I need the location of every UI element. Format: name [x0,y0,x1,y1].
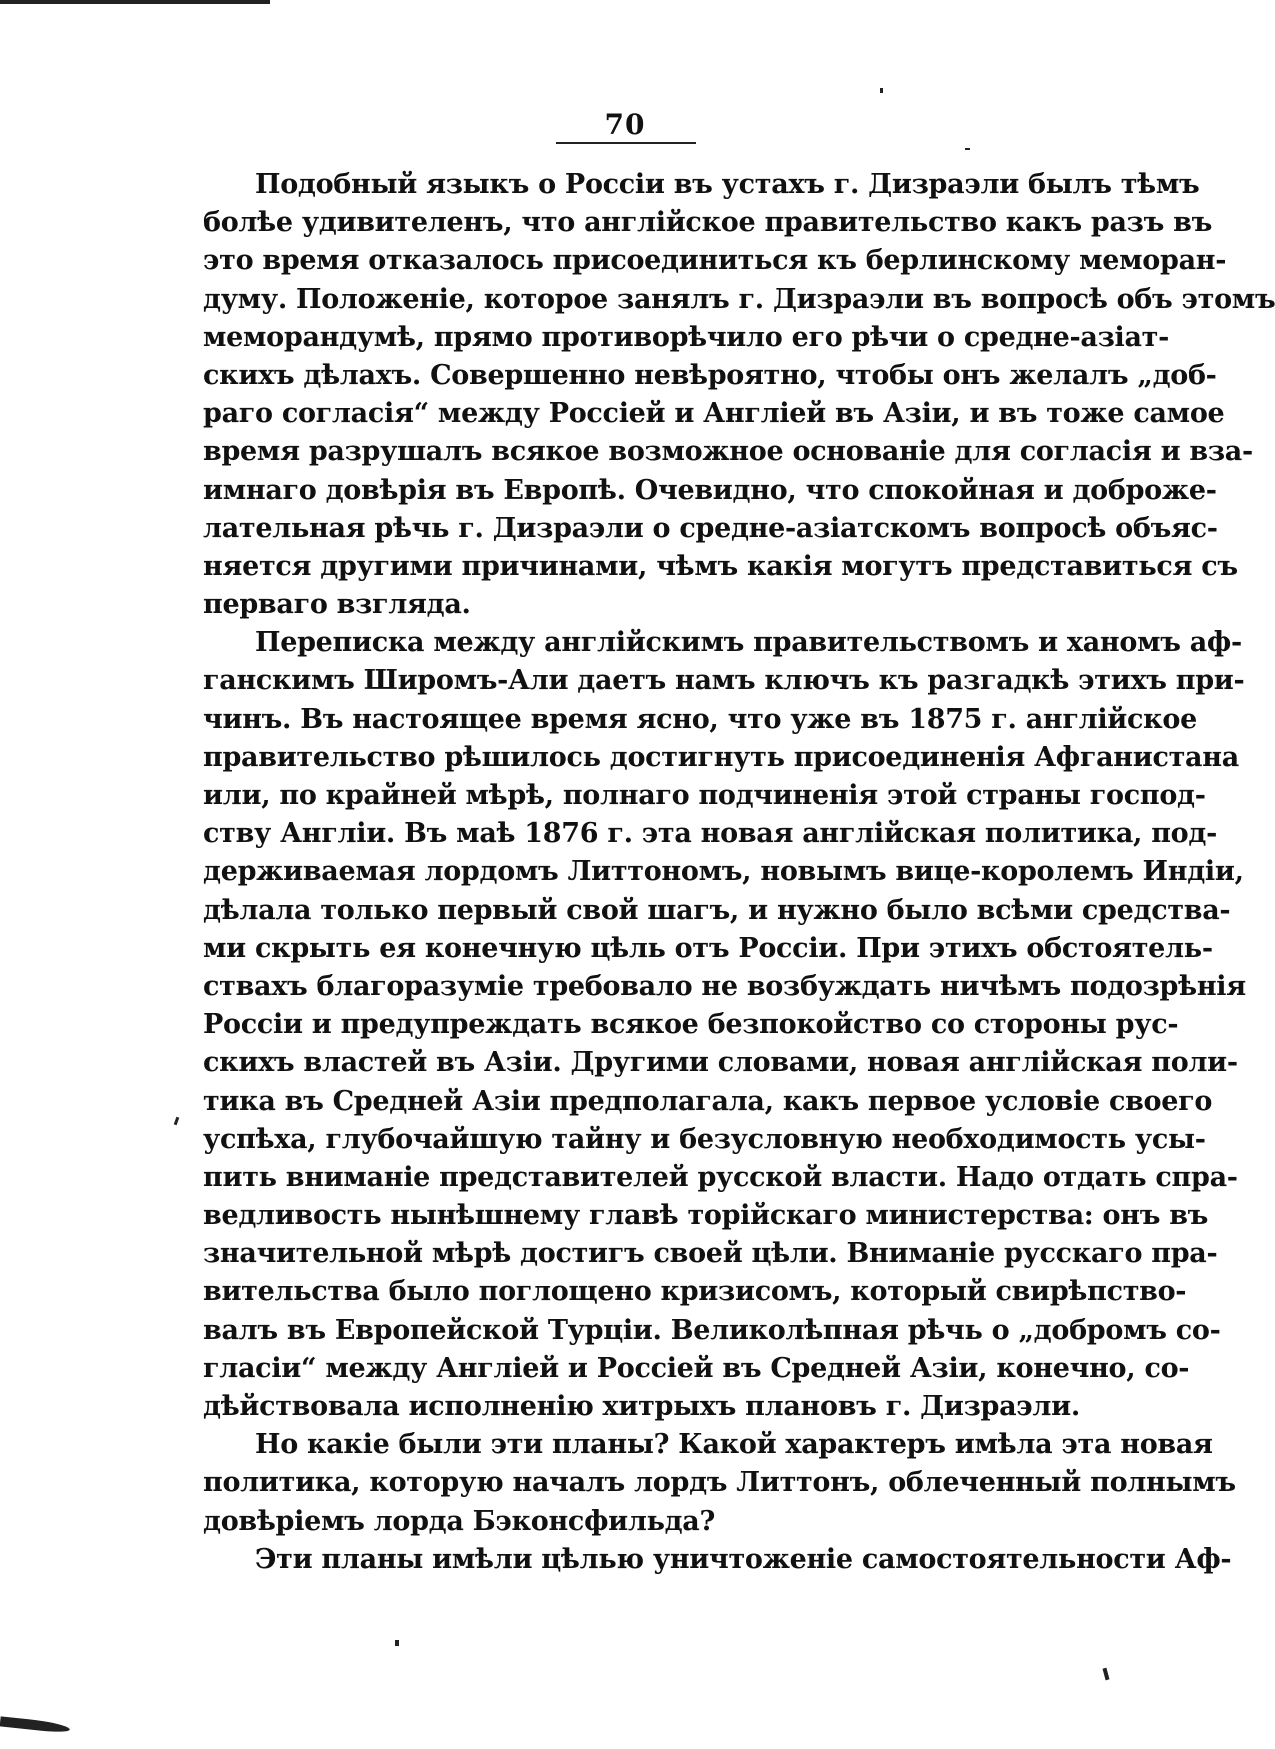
text-line: ми скрыть ея конечную цѣль отъ Россіи. При этихъ обстоятель- [203,932,1213,964]
text-line: политика, которую началъ лордъ Литтонъ, облеченный полнымъ [203,1467,1236,1499]
margin-speck [174,1117,180,1126]
text-line: или, по крайней мѣрѣ, полнаго подчиненія этой страны господ- [203,780,1206,811]
text-line: Но какіе были эти планы? Какой характеръ имѣла эта новая [255,1429,1213,1461]
body-text [203,166,1275,1579]
page-number: 70 [604,108,646,141]
text-line: ведливость нынѣшнему главѣ торійскаго министерства: онъ въ [203,1200,1209,1232]
text-line: Россіи и предупреждать всякое безпокойство со стороны рус- [203,1009,1179,1041]
margin-speck [965,148,970,150]
text-line: раго согласія“ между Россіей и Англіей въ Азіи, и въ тоже самое [203,398,1225,430]
text-line: няется другими причинами, чѣмъ какія могутъ представиться съ [203,550,1238,582]
text-line: гласіи“ между Англіей и Россіей въ Средней Азіи, конечно, со- [203,1352,1190,1384]
text-line: думу. Положеніе, которое занялъ г. Дизраэли въ вопросѣ объ этомъ [203,283,1275,315]
margin-speck [395,1640,399,1646]
text-line: ству Англіи. Въ маѣ 1876 г. эта новая англійская политика, под- [203,818,1217,850]
text-line: время разрушалъ всякое возможное основаніе для согласія и вза- [203,436,1253,468]
corner-ink-blot [0,1716,70,1733]
text-line: валъ въ Европейской Турціи. Великолѣпная рѣчь о „добромъ со- [203,1314,1221,1346]
margin-speck [1103,1668,1110,1681]
text-line: это время отказалось присоединиться къ берлинскому меморан- [203,245,1227,277]
text-line: правительство рѣшилось достигнуть присоединенія Афганистана [203,741,1239,773]
text-line: дѣлала только первый свой шагъ, и нужно было всѣми средства- [203,894,1231,926]
text-line: перваго взгляда. [203,589,471,621]
top-edge-rule [0,0,270,4]
text-line: успѣха, глубочайшую тайну и безусловную необходимость усы- [203,1123,1206,1155]
text-line: Переписка между англійскимъ правительствомъ и ханомъ аф- [255,627,1242,659]
text-line: лательная рѣчь г. Дизраэли о средне-азіатскомъ вопросѣ объяс- [203,512,1218,544]
text-line: болѣе удивителенъ, что англійское правительство какъ разъ въ [203,207,1212,239]
text-line: вительства было поглощено кризисомъ, который свирѣпство- [203,1276,1187,1308]
margin-speck [880,88,883,93]
text-line: Подобный языкъ о Россіи въ устахъ г. Дизраэли былъ тѣмъ [255,169,1200,200]
text-line: ганскимъ Широмъ-Али даетъ намъ ключъ къ разгадкѣ этихъ при- [203,665,1245,697]
text-line: чинъ. Въ настоящее время ясно, что уже въ 1875 г. англійское [203,703,1197,735]
text-line: имнаго довѣрія въ Европѣ. Очевидно, что спокойная и доброже- [203,474,1217,506]
text-line: тика въ Средней Азіи предполагала, какъ первое условіе своего [203,1085,1213,1117]
text-line: Эти планы имѣли цѣлью уничтоженіе самостоятельности Аф- [255,1543,1232,1575]
text-line: пить вниманіе представителей русской власти. Надо отдать спра- [203,1161,1238,1193]
text-line: меморандумѣ, прямо противорѣчило его рѣчи о средне-азіат- [203,321,1170,353]
text-line: скихъ властей въ Азіи. Другими словами, новая англійская поли- [203,1047,1238,1079]
text-line: значительной мѣрѣ достигъ своей цѣли. Вниманіе русскаго пра- [203,1238,1218,1270]
text-line: дѣйствовала исполненію хитрыхъ плановъ г. Дизраэли. [203,1391,1080,1422]
text-line: довѣріемъ лорда Бэконсфильда? [203,1505,716,1537]
text-line: ствахъ благоразуміе требовало не возбуждать ничѣмъ подозрѣнія [203,970,1246,1002]
text-line: держиваемая лордомъ Литтономъ, новымъ вице-королемъ Индіи, [203,856,1244,888]
page-number-rule [556,142,696,144]
text-line: скихъ дѣлахъ. Совершенно невѣроятно, чтобы онъ желалъ „доб- [203,359,1217,391]
